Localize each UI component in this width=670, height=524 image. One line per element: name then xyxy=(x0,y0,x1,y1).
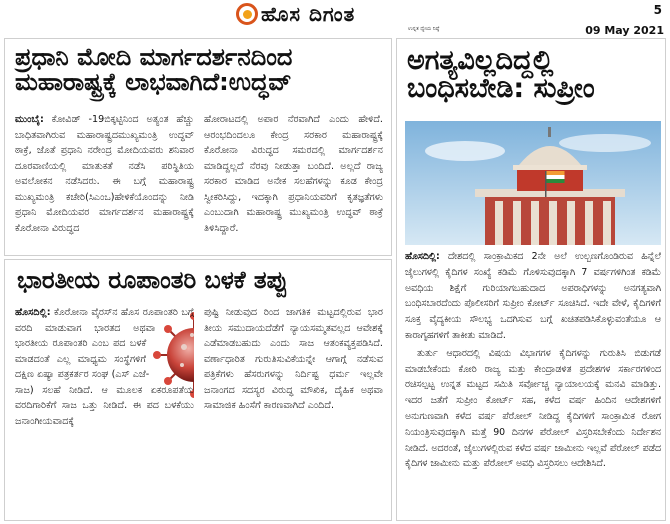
article-column-1 xyxy=(15,112,194,252)
newspaper-logo xyxy=(236,2,355,26)
article-column-1 xyxy=(15,305,194,520)
article-text: ಪುಷ್ಟಿ ನೀಡುವುದ ರಿಂದ ಜಾಗತಿಕ ಮಟ್ಟದಲ್ಲಿರುವ ಭಾರ ತೀಯ ಸಮುದಾಯದೆಡೆಗೆ ನ್ಯಾಯಸಮ್ಮತವಲ್ಲದ ಆವೇಶಕ್ಕೆ ಎಡೆಮಾಡಬಹುದು ಎಂದು ಸಾಜ ಆತಂಕವ್ಯಕ್ತಪಡಿಸಿದೆ. ವರ್ಣಾಧಾರಿತ ಗುರುತಿಸುವಿಕೆಯನ್ನೇ ಆಗಾಗ್ಗೆ ನಡೆಸುವ ಪತ್ರಿಕೆಗಳು ಹೆಸರುಗಳನ್ನು ನಿರ್ದಿಷ್ಟ ಧರ್ಮ ಇಲ್ಲವೇ ಜನಾಂಗದ ಸದಸ್ಯರ ವಿರುದ್ಧ ಮೌಖಿಕ, ದೈಹಿಕ ಅಥವಾ ಸಾಮಾಜಿಕ ಹಿಂಸೆಗೆ ಕಾರಣವಾಗಿದೆ ಎಂದಿದೆ. xyxy=(204,307,383,412)
article-text: ತುರ್ತು ಆಧಾರದಲ್ಲಿ ವಿಷಯ ವಿಭಾಗಗಳ ಕೈದಿಗಳನ್ನು ಗುರುತಿಸಿ ಬಿಡುಗಡೆ ಮಾಡಬೇಕೆಂದು ಕೋರಿ ರಾಜ್ಯ ಮತ್ತು ಕೇಂದ್ರಾಡಳಿತ ಪ್ರದೇಶಗಳ ಸರ್ಕಾರಗಳಿಂದ ರಚಿಸಲ್ಪಟ್ಟ ಉನ್ನತ ಮಟ್ಟದ ಸಮಿತಿ ಸರ್ವೋಚ್ಚ ನ್ಯಾಯಾಲಯಕ್ಕೆ ಮನವಿ ಮಾಡಿತ್ತು. ಇದರ ಜತೆಗೆ ಸುಪ್ರೀಂ ಕೋರ್ಟ್ ಸಹ, ಕಳೆದ ವರ್ಷ ಹಿಂದಿನ ಆದೇಶಗಳಿಗೆ ಅನುಗುಣವಾಗಿ ಕಳೆದ ವರ್ಷ ಪೆರೋಲ್ ನೀಡಿದ್ದ ಕೈದಿಗಳಿಗೆ ಸಾಂಕ್ರಾಮಿಕ ರೋಗ ನಿಯಂತ್ರಿಸುವುದಕ್ಕಾಗಿ ಮತ್ತೆ 90 ದಿನಗಳ ಪೆರೋಲ್ ವಿಸ್ತರಿಸಬೇಕೆಂದು ನಿರ್ದೇಶನ ನೀಡಿದೆ. ಅದರಂತೆ, ಜೈಲುಗಳಲ್ಲಿರುವ ಕಳೆದ ವರ್ಷ ಜಾಮೀನು ಇಲ್ಲವೆ ಪೆರೋಲ್ ಪಡೆದ ಕೈದಿಗಳ ಜಾಮೀನು ಮತ್ತು ಪೆರೋಲ್ ಅವಧಿ ವಿಸ್ತರಿಸಲು ಆದೇಶಿಸಿದೆ. xyxy=(405,347,661,470)
article-body xyxy=(15,305,383,520)
publication-date: 09 May 2021 xyxy=(585,24,664,37)
article-headline: ಭಾರತೀಯ ರೂಪಾಂತರಿ ಬಳಕೆ ತಪ್ಪು xyxy=(17,266,288,294)
article-text: ಹೋರಾಟದಲ್ಲಿ ಅಪಾರ ನೆರವಾಗಿದೆ ಎಂದು ಹೇಳಿದೆ. ಆರಂಭದಿಂದಲೂ ಕೇಂದ್ರ ಸರಕಾರ ಮಹಾರಾಷ್ಟ್ರಕ್ಕೆ ಕೊರೋನಾ ವಿರುದ್ಧದ ಸಮರದಲ್ಲಿ ಮಾರ್ಗದರ್ಶನ ಮಾಡಿದ್ದಲ್ಲದೆ ನೆರವು ನೀಡುತ್ತಾ ಬಂದಿದೆ. ಅಲ್ಲದೆ ರಾಜ್ಯ ಸರಕಾರ ಮಾಡಿದ ಅನೇಕ ಸಲಹೆಗಳನ್ನು ಕೂಡ ಕೇಂದ್ರ ಸ್ವೀಕರಿಸಿದ್ದು, ಇದಕ್ಕಾಗಿ ಪ್ರಧಾನಿಯವರಿಗೆ ಕೃತಜ್ಞತೆಗಳು ಎಂಬುದಾಗಿ ಮಹಾರಾಷ್ಟ್ರ ಮುಖ್ಯಮಂತ್ರಿ ಉದ್ಧವ್ ಠಾಕ್ರೆ ತಿಳಿಸಿದ್ದಾರೆ. xyxy=(204,114,383,234)
dateline: ಮುಂಬೈ: xyxy=(15,114,44,125)
logo-text: ಹೊಸ ದಿಗಂತ xyxy=(261,2,356,26)
masthead xyxy=(0,0,670,36)
article-column-2 xyxy=(204,112,383,252)
article-paragraph xyxy=(405,249,661,344)
article-indian-variant[interactable] xyxy=(4,259,392,521)
supreme-court-photo xyxy=(405,121,661,245)
dateline: ಹೊಸದಿಲ್ಲಿ: xyxy=(405,251,440,262)
page-number: 5 xyxy=(653,3,662,17)
article-modi-uddhav[interactable] xyxy=(4,38,392,256)
dateline: ಹೊಸದಿಲ್ಲಿ: xyxy=(15,307,51,318)
article-text: ಕೋವಿಡ್ -19ಬಿಕ್ಕಟ್ಟಿನಿಂದ ಅತ್ಯಂತ ಹೆಚ್ಚು ಬಾಧಿತವಾಗಿರುವ ಮಹಾರಾಷ್ಟ್ರದಮುಖ್ಯಮಂತ್ರಿ ಉದ್ಧವ್ ಠಾಕ್ರೆ, ಜೊತೆ ಪ್ರಧಾನಿ ನರೇಂದ್ರ ಮೋದಿಯವರು ಶನಿವಾರ ದೂರವಾಣಿಯಲ್ಲಿ ಮಾತುಕತೆ ನಡೆಸಿ ಪರಿಸ್ಥಿತಿಯ ಅವಲೋಕನ ನಡೆಸಿದರು. ಈ ಬಗ್ಗೆ ಮಹಾರಾಷ್ಟ್ರ ಮುಖ್ಯಮಂತ್ರಿ ಕಚೇರಿ(ಸಿಎಂಒ)ಹೇಳಿಕೆಯೊಂದನ್ನು ನೀಡಿ ಪ್ರಧಾನಿ ಮೋದಿಯವರ ಮಾರ್ಗದರ್ಶನ ಮಹಾರಾಷ್ಟ್ರಕ್ಕೆ ಕೊರೋನಾ ವಿರುದ್ಧದ xyxy=(15,114,194,234)
article-text: ಕೊರೋನಾ ವೈರಸ್‌ನ ಹೊಸ ರೂಪಾಂತರಿ ಬಗ್ಗೆ ವರದಿ ಮಾಡುವಾಗ ಭಾರತದ ಅಥವಾ ಭಾರತೀಯ ರೂಪಾಂತರಿ ಎಂಬ ಪದ ಬಳಕೆ ಮಾಡದಂತೆ ಎಲ್ಲ ಮಾಧ್ಯಮ ಸಂಸ್ಥೆಗಳಿಗೆ ದಕ್ಷಿಣ ಏಷ್ಯಾ ಪತ್ರಕರ್ತರ ಸಂಘ (ಎಸ್ ಎಜೆ-ಸಾಜ) ಸಲಹೆ ನೀಡಿದೆ. ಆ ಮೂಲಕ ಏಕರೂಪತೆಯ ವರದಿಗಾರಿಕೆಗೆ ಸಾಜ ಒತ್ತು ನೀಡಿದೆ. ಈ ಪದ ಬಳಕೆಯು ಜನಾಂಗೀಯವಾದಕ್ಕೆ xyxy=(15,307,194,427)
article-supreme-court[interactable] xyxy=(396,38,666,521)
article-text: ದೇಶದಲ್ಲಿ ಸಾಂಕ್ರಾಮಿಕದ 2ನೇ ಅಲೆ ಉಲ್ಬಣಗೊಂಡಿರುವ ಹಿನ್ನೆಲೆ ಜೈಲುಗಳಲ್ಲಿ ಕೈದಿಗಳ ಸಂಖ್ಯೆ ಕಡಿಮೆ ಗೊಳಿಸುವುದಕ್ಕಾಗಿ 7 ವರ್ಷಗಳಿಗಿಂತ ಕಡಿಮೆ ಅವಧಿಯ ಶಿಕ್ಷೆಗೆ ಗುರಿಯಾಗಬಹುದಾದ ಅಪರಾಧಿಗಳನ್ನು ಅನಗತ್ಯವಾಗಿ ಬಂಧಿಸಬಾರದೆಂದು ಪೊಲೀಸರಿಗೆ ಸುಪ್ರೀಂ ಕೋರ್ಟ್ ಸೂಚಿಸಿದೆ. ಇದೇ ವೇಳೆ, ಕೈದಿಗಳಿಗೆ ಸೂಕ್ತ ವೈದ್ಯಕೀಯ ಸೌಲಭ್ಯ ಒದಗಿಸುವ ಬಗ್ಗೆ ಖಚಿತಪಡಿಸಿಕೊಳ್ಳುವಂತೆಯೂ ಆ ಕಾರಾಗೃಹಗಳಿಗೆ ತಾಕೀತು ಮಾಡಿದೆ. xyxy=(405,251,661,341)
article-headline: ಪ್ರಧಾನಿ ಮೋದಿ ಮಾರ್ಗದರ್ಶನದಿಂದ ಮಹಾರಾಷ್ಟ್ರಕ್ಕೆ ಲಾಭವಾಗಿದೆ:ಉದ್ಧವ್ xyxy=(15,43,293,97)
article-paragraph xyxy=(405,346,661,472)
article-headline: ಅಗತ್ಯವಿಲ್ಲದಿದ್ದಲ್ಲಿ ಬಂಧಿಸಬೇಡಿ: ಸುಪ್ರೀಂ xyxy=(407,45,595,105)
article-body xyxy=(405,249,661,519)
article-column-2 xyxy=(204,305,383,520)
article-body xyxy=(15,112,383,252)
tagline: ಉನ್ನತ ಧ್ಯೇಯ ನಿಷ್ಠೆ xyxy=(408,26,440,32)
sun-logo-icon xyxy=(236,3,258,25)
